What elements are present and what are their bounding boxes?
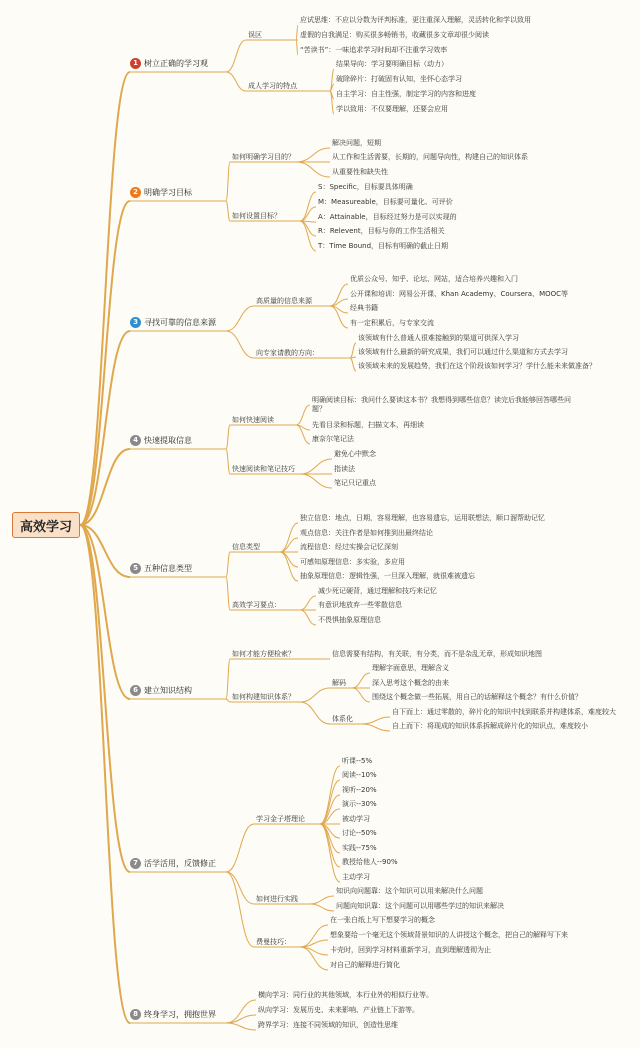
connector-line — [226, 659, 230, 699]
list-item: 自上而下：将现成的知识体系拆解成碎片化的知识点，难度较小 — [392, 722, 588, 730]
topic-decode[interactable]: 解码 — [332, 679, 346, 687]
connector-line — [296, 148, 330, 162]
connector-line — [352, 673, 370, 688]
branch-2-label: 明确学习目标 — [144, 187, 192, 197]
list-item: 减少死记硬背，通过理解和技巧来记忆 — [318, 587, 437, 595]
branch-1-label: 树立正确的学习观 — [144, 58, 208, 68]
list-item: 流程信息：经过实操会记忆深刻 — [300, 543, 398, 551]
connector-line — [300, 221, 316, 236]
connector-line — [300, 596, 316, 610]
branch-8[interactable] — [130, 1005, 226, 1023]
list-item: 虚假的自我满足：购买很多畅销书，收藏很多文章却很少阅读 — [300, 31, 489, 39]
list-item: “苦读书”：一味追求学习时间却不注重学习效率 — [300, 46, 448, 54]
connector-line — [226, 72, 246, 91]
connector-line — [300, 459, 332, 474]
branch-4-label: 快速提取信息 — [144, 435, 192, 445]
list-item: 破除碎片：打破固有认知，坐怀心态学习 — [336, 75, 462, 83]
badge-5: 5 — [130, 563, 141, 574]
connector-line — [350, 343, 356, 358]
badge-4: 4 — [130, 435, 141, 446]
connector-line — [300, 192, 316, 221]
topic-misconceptions[interactable]: 误区 — [248, 31, 262, 39]
list-item: 知识向问题靠：这个知识可以用来解决什么问题 — [336, 887, 483, 895]
topic-build-system[interactable]: 如何构建知识体系？ — [232, 693, 295, 701]
list-item: 主动学习 — [342, 873, 370, 881]
list-item: 公开课和培训：网易公开课、Khan Academy、Coursera、MOOC等 — [350, 290, 569, 298]
list-item: 围绕这个概念做一些拓展，用自己的话解释这个概念？有什么价值？ — [372, 693, 582, 701]
topic-feynman[interactable]: 费曼技巧： — [256, 938, 291, 946]
connector-line — [296, 162, 330, 177]
list-item: 问题向知识靠：这个问题可以用哪些学过的知识来解决 — [336, 902, 504, 910]
list-item: 有意识地放弃一些零散信息 — [318, 601, 402, 609]
list-item: 讨论--50% — [342, 829, 377, 837]
connector-line — [226, 162, 230, 201]
topic-adult-learning[interactable]: 成人学习的特点 — [248, 82, 297, 90]
badge-6: 6 — [130, 685, 141, 696]
list-item: 该领域有什么最新的研究成果，我们可以通过什么渠道和方式去学习 — [358, 348, 568, 356]
branch-7[interactable] — [130, 854, 226, 872]
list-item: 不畏惧抽象原理信息 — [318, 616, 381, 624]
connector-line — [310, 896, 334, 904]
list-item: R：Relevent，目标与你的工作生活相关 — [318, 227, 445, 235]
badge-1: 1 — [130, 58, 141, 69]
list-item: 明确阅读目标：我问什么要读这本书？我想得到哪些信息？读完后我能够回答哪些问题？ — [312, 396, 571, 413]
connector-line — [80, 72, 130, 525]
connector-line — [226, 552, 230, 577]
branch-4[interactable] — [130, 431, 226, 449]
connector-line — [362, 717, 390, 724]
connector-line — [80, 525, 130, 872]
list-item: 阅读--10% — [342, 771, 377, 779]
list-item: 解决问题，短期 — [332, 139, 381, 147]
branch-3[interactable] — [130, 313, 226, 331]
list-item: 在一张白纸上写下想要学习的概念 — [330, 916, 435, 924]
connector-line — [350, 358, 356, 371]
connector-line — [226, 872, 254, 904]
list-item: 抽象原理信息：逻辑性强，一旦深入理解，就很难被遗忘 — [300, 572, 475, 580]
list-item: 从工作和生活需要，长期的，问题导向性，构建自己的知识体系 — [332, 153, 528, 161]
connector-line — [300, 688, 330, 702]
list-item: 信息需要有结构，有关联，有分类，而不是杂乱无章，形成知识地图 — [332, 650, 542, 658]
list-item: 想象要给一个毫无这个领域背景知识的人讲授这个概念，把自己的解释写下来 — [330, 931, 568, 939]
branch-5[interactable] — [130, 559, 226, 577]
connector-line — [280, 523, 298, 552]
topic-fast-reading[interactable]: 如何快速阅读 — [232, 416, 274, 424]
connector-line — [296, 405, 310, 425]
list-item: 结果导向：学习要明确目标（动力） — [336, 60, 448, 68]
connector-line — [300, 474, 332, 488]
connector-line — [226, 425, 230, 449]
list-item: 自主学习：自主性强，制定学习的内容和进度 — [336, 90, 476, 98]
list-item: 教授给他人--90% — [342, 858, 398, 866]
connector-line — [226, 449, 230, 474]
list-item: 有一定积累后，与专家交流 — [350, 319, 434, 327]
branch-5-label: 五种信息类型 — [144, 563, 192, 573]
list-item: 卡壳时，回到学习材料重新学习，直到理解透彻为止 — [330, 946, 491, 954]
list-item: 纵向学习：发展历史、未来影响、产业链上下游等。 — [258, 1006, 419, 1014]
list-item: 避免心中默念 — [334, 450, 376, 458]
connector-line — [300, 610, 316, 625]
list-item: S：Specific，目标要具体明确 — [318, 183, 413, 191]
connector-line — [80, 525, 130, 1023]
connector-line — [226, 331, 254, 358]
badge-2: 2 — [130, 187, 141, 198]
list-item: 深入思考这个概念的由来 — [372, 679, 449, 687]
topic-set-goal[interactable]: 如何设置目标？ — [232, 212, 281, 220]
connector-line — [226, 577, 230, 610]
list-item: 从重要性和缺失性 — [332, 168, 388, 176]
topic-practice[interactable]: 如何进行实践 — [256, 895, 298, 903]
list-item: 实践--75% — [342, 844, 377, 852]
list-item: 独立信息：地点，日期，容易理解，也容易遗忘，运用联想法，顺口溜帮助记忆 — [300, 514, 545, 522]
badge-8: 8 — [130, 1009, 141, 1020]
connector-line — [362, 724, 390, 731]
list-item: 演示--30% — [342, 800, 377, 808]
branch-6-label: 建立知识结构 — [144, 685, 192, 695]
connector-line — [320, 824, 340, 882]
list-item: 横向学习：同行业的其他领域，本行业外的相似行业等。 — [258, 991, 433, 999]
topic-ask-experts[interactable]: 向专家请教的方向： — [256, 349, 319, 357]
connector-line — [280, 538, 298, 552]
list-item: 听课--5% — [342, 757, 373, 765]
badge-3: 3 — [130, 317, 141, 328]
list-item: A：Attainable，目标经过努力是可以实现的 — [318, 213, 457, 221]
branch-6[interactable] — [130, 681, 226, 699]
connector-line — [80, 201, 130, 525]
list-item: 视听--20% — [342, 786, 377, 794]
connector-line — [296, 40, 298, 55]
connector-line — [226, 872, 254, 947]
connector-line — [320, 780, 340, 824]
connector-line — [280, 552, 298, 567]
list-item: 观点信息：关注作者是如何推到出最终结论 — [300, 529, 433, 537]
list-item: 理解字面意思，理解含义 — [372, 664, 449, 672]
connector-line — [330, 84, 334, 91]
topic-quality-sources[interactable]: 高质量的信息来源 — [256, 297, 312, 305]
list-item: 经典书籍 — [350, 304, 378, 312]
connector-line — [296, 25, 298, 40]
branch-8-label: 终身学习，拥抱世界 — [144, 1009, 216, 1019]
list-item: 该领域未来的发展趋势，我们在这个阶段该如何学习？学什么能未来做准备？ — [358, 362, 596, 370]
list-item: 应试思维：不应以分数为评判标准，更注重深入理解，灵活转化和学以致用 — [300, 16, 531, 24]
connector-line — [226, 1023, 256, 1030]
topic-retrieval[interactable]: 如何才能方便检索？ — [232, 650, 295, 658]
connector-line — [320, 824, 340, 853]
connector-line — [320, 766, 340, 824]
list-item: 先看目录和标题，扫描文本，再细读 — [312, 421, 424, 429]
list-item: 被动学习 — [342, 815, 370, 823]
topic-learning-pyramid[interactable]: 学习金子塔理论 — [256, 815, 305, 823]
list-item: M：Measureable，目标要可量化、可评价 — [318, 198, 453, 206]
list-item: 自下而上：通过零散的，碎片化的知识中找到联系并构建体系，难度较大 — [392, 708, 616, 716]
list-item: T：Time Bound，目标有明确的截止日期 — [318, 242, 449, 250]
branch-3-label: 寻找可靠的信息来源 — [144, 317, 216, 327]
topic-notes-skills[interactable]: 快速阅读和笔记技巧 — [232, 465, 295, 473]
list-item: 笔记只记重点 — [334, 479, 376, 487]
branch-1[interactable] — [130, 54, 226, 72]
connector-line — [226, 306, 254, 331]
list-item: 该领域有什么普通人很难接触到的渠道可供深入学习 — [358, 334, 519, 342]
list-item: 指读法 — [334, 465, 355, 473]
connector-line — [226, 824, 254, 872]
connector-line — [300, 221, 316, 251]
root-node[interactable]: 高效学习 — [12, 512, 80, 538]
topic-clarify-goal[interactable]: 如何明确学习目的？ — [232, 153, 295, 161]
connector-line — [226, 699, 230, 702]
connector-line — [310, 904, 334, 911]
topic-info-types[interactable]: 信息类型 — [232, 543, 260, 551]
connector-line — [300, 702, 330, 724]
list-item: 对自己的解释进行简化 — [330, 961, 400, 969]
connector-line — [226, 201, 230, 221]
topic-key-points[interactable]: 高效学习要点： — [232, 601, 281, 609]
topic-systematize[interactable]: 体系化 — [332, 715, 353, 723]
list-item: 跨界学习：连接不同领域的知识，创造性思维 — [258, 1021, 398, 1029]
badge-7: 7 — [130, 858, 141, 869]
list-item: 学以致用：不仅要理解，还要会应用 — [336, 105, 448, 113]
branch-2[interactable] — [130, 183, 226, 201]
connector-line — [352, 688, 370, 702]
connector-line — [300, 207, 316, 221]
list-item: 优质公众号、知乎、论坛、网站，适合培养兴趣和入门 — [350, 275, 518, 283]
connector-line — [226, 40, 246, 72]
list-item: 康奈尔笔记法 — [312, 435, 354, 443]
branch-7-label: 活学活用，反馈修正 — [144, 858, 216, 868]
list-item: 可感知原理信息：多实验，多应用 — [300, 558, 405, 566]
